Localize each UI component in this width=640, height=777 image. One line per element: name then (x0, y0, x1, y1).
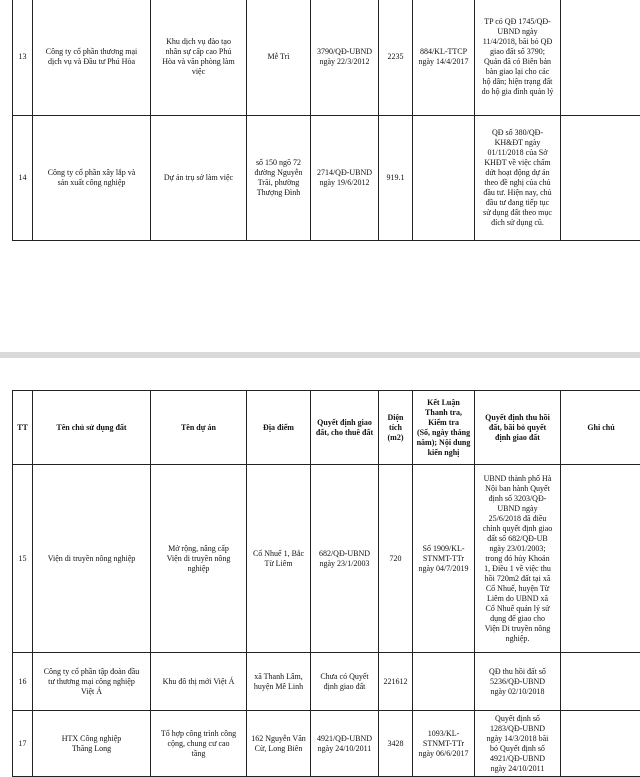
cell-project: Mở rộng, nâng cấp Viện di truyền nông nghiệp (151, 465, 247, 653)
cell-owner: Viện di truyền nông nghiệp (33, 465, 151, 653)
page-gap (0, 300, 640, 352)
cell-area: 720 (379, 465, 413, 653)
cell-location: 162 Nguyễn Văn Cừ, Long Biên (247, 711, 311, 777)
header-project: Tên dự án (151, 391, 247, 465)
cell-owner: HTX Công nghiệp Thăng Long (33, 711, 151, 777)
cell-location: xã Thanh Lâm, huyện Mê Linh (247, 653, 311, 711)
cell-tt: 15 (13, 465, 33, 653)
table-row (13, 711, 640, 777)
header-decision: Quyết định giao đất, cho thuê đất (311, 391, 379, 465)
cell-revoke: QĐ thu hồi đất số 5236/QĐ-UBND ngày 02/10/2018 (475, 653, 561, 711)
cell-owner: Công ty cổ phần thương mại dịch vụ và Đầu tư Phú Hòa (33, 0, 151, 116)
table-row (13, 0, 640, 116)
header-conclusion: Kết Luận Thanh tra, Kiểm tra (Số, ngày tháng năm); Nội dung kiến nghị (413, 391, 475, 465)
cell-conclusion (413, 653, 475, 711)
cell-revoke: TP có QĐ 1745/QĐ- UBND ngày 11/4/2018, bãi bỏ QĐ giao đất số 3790; Quản đã có Biên bản bàn giao lại cho các hộ dân; hiện trạng đất do hộ gia đình quản lý (475, 0, 561, 116)
cell-conclusion: Số 1909/KL- STNMT-TTr ngày 04/7/2019 (413, 465, 475, 653)
cell-tt: 14 (13, 116, 33, 241)
cell-note (561, 465, 640, 653)
cell-conclusion: 884/KL-TTCP ngày 14/4/2017 (413, 0, 475, 116)
land-table (12, 390, 640, 777)
header-note: Ghi chú (561, 391, 640, 465)
header-location: Địa điểm (247, 391, 311, 465)
cell-tt: 13 (13, 0, 33, 116)
cell-area: 3428 (379, 711, 413, 777)
cell-decision: 4921/QĐ-UBND ngày 24/10/2011 (311, 711, 379, 777)
cell-area: 919.1 (379, 116, 413, 241)
header-owner: Tên chủ sử dụng đất (33, 391, 151, 465)
table-header-row (13, 391, 640, 465)
cell-owner: Công ty cổ phần tập đoàn đầu tư thương mại công nghiệp Việt Á (33, 653, 151, 711)
cell-area: 2235 (379, 0, 413, 116)
cell-location: Cổ Nhuế 1, Bắc Từ Liêm (247, 465, 311, 653)
cell-tt: 17 (13, 711, 33, 777)
cell-project: Khu đô thị mới Việt Á (151, 653, 247, 711)
header-revoke: Quyết định thu hồi đất, bãi bỏ quyết định giao đất (475, 391, 561, 465)
cell-project: Khu dịch vụ đào tạo nhân sự cấp cao Phú Hòa và văn phòng làm việc (151, 0, 247, 116)
cell-decision: 2714/QĐ-UBND ngày 19/6/2012 (311, 116, 379, 241)
cell-revoke: Quyết định số 1283/QĐ-UBND ngày 14/3/2018 bãi bỏ Quyết định số 4921/QĐ-UBND ngày 24/10/2011 (475, 711, 561, 777)
header-tt: TT (13, 391, 33, 465)
cell-note (561, 653, 640, 711)
document-page-2 (0, 358, 640, 772)
cell-location: Mễ Trì (247, 0, 311, 116)
cell-project: Tổ hợp công trình công cộng, chung cư cao tầng (151, 711, 247, 777)
table-row (13, 653, 640, 711)
cell-decision: Chưa có Quyết định giao đất (311, 653, 379, 711)
cell-decision: 682/QĐ-UBND ngày 23/1/2003 (311, 465, 379, 653)
cell-note (561, 116, 640, 241)
cell-decision: 3790/QĐ-UBND ngày 22/3/2012 (311, 0, 379, 116)
cell-area: 221612 (379, 653, 413, 711)
cell-note (561, 711, 640, 777)
table-row (13, 116, 640, 241)
document-page-1 (0, 0, 640, 300)
table-row (13, 465, 640, 653)
cell-revoke: UBND thành phố Hà Nội ban hành Quyết định số 3203/QĐ- UBND ngày 25/6/2018 đã điều chỉnh quyết định giao đất số 682/QĐ-UB ngày 23/01/2003; trong đó hủy Khoản 1, Điều 1 về việc thu hồi 720m2 đất tại xã Cổ Nhuế, huyện Từ Liêm do UBND xã Cổ Nhuế quản lý sử dụng để giao cho Viện Di truyền nông nghiệp. (475, 465, 561, 653)
cell-location: số 150 ngõ 72 đường Nguyễn Trãi, phường Thượng Đình (247, 116, 311, 241)
header-area: Diện tích (m2) (379, 391, 413, 465)
cell-conclusion: 1093/KL- STNMT-TTr ngày 06/6/2017 (413, 711, 475, 777)
cell-note (561, 0, 640, 116)
cell-owner: Công ty cổ phần xây lắp và sản xuất công nghiệp (33, 116, 151, 241)
cell-conclusion (413, 116, 475, 241)
cell-revoke: QĐ số 380/QĐ- KH&ĐT ngày 01/11/2018 của Sở KHĐT về việc chấm dứt hoạt động dự án theo đề nghị của chủ đầu tư. Hiện nay, chủ đầu tư đang tiếp tục sử dụng đất theo mục đích sử dụng cũ. (475, 116, 561, 241)
land-table-continued (12, 0, 640, 241)
cell-project: Dự án trụ sở làm việc (151, 116, 247, 241)
cell-tt: 16 (13, 653, 33, 711)
